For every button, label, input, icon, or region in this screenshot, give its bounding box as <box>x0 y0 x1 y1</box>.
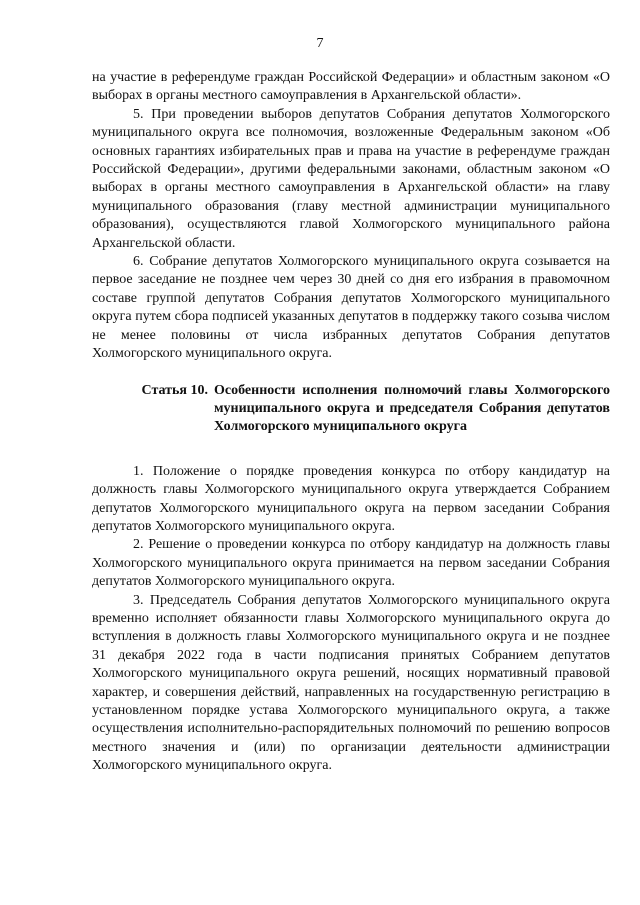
paragraph-item-5: 5. При проведении выборов депутатов Собрания депутатов Холмогорского муниципального округа все полномочия, возложенные Федеральным законом «Об основных гарантиях избирательных прав и права на участие в референдуме граждан Российской Федерации», другими федеральными законами, областным законом «О выборах в органы местного самоуправления в Архангельской области» на главу муниципального образования (главу местной администрации муниципального образования), осуществляются главой Холмогорского муниципального района Архангельской области. <box>92 106 610 251</box>
article-number: Статья 10. <box>141 382 208 398</box>
article-paragraph-3: 3. Председатель Собрания депутатов Холмогорского муниципального округа временно исполняет обязанности главы Холмогорского муниципального округа до вступления в должность главы Холмогорского муниципального округа и не позднее 31 декабря 2022 года в части подписания принятых Собранием депутатов Холмогорского муниципального округа решений, носящих нормативный правовой характер, и совершения действий, направленных на государственную регистрацию в установленном порядке устава Холмогорского муниципального округа, а также осуществления исполнительно-распорядительных полномочий по решению вопросов местного значения и (или) по организации деятельности администрации Холмогорского муниципального округа. <box>92 592 610 774</box>
document-body <box>92 69 610 776</box>
paragraph-item-6: 6. Собрание депутатов Холмогорского муниципального округа созывается на первое заседание не позднее чем через 30 дней со дня его избрания в правомочном составе группой депутатов Собрания депутатов Холмогорского муниципального округа путем сбора подписей указанных депутатов в поддержку такого созыва числом не менее половины от числа избранных депутатов Собрания депутатов Холмогорского муниципального округа. <box>92 254 610 362</box>
paragraph-continuation: на участие в референдуме граждан Российской Федерации» и областным законом «О выборах в органы местного самоуправления в Архангельской области». <box>92 70 610 104</box>
article-paragraph-2: 2. Решение о проведении конкурса по отбору кандидатур на должность главы Холмогорского муниципального округа принимается на первом заседании Собрания депутатов Холмогорского муниципального округа. <box>92 537 610 590</box>
article-paragraph-1: 1. Положение о порядке проведения конкурса по отбору кандидатур на должность главы Холмогорского муниципального округа утверждается Собранием депутатов Холмогорского муниципального округа на первом заседании Собрания депутатов Холмогорского муниципального округа. <box>92 463 610 534</box>
article-heading <box>92 382 610 437</box>
page-number: 7 <box>316 36 324 51</box>
article-title: Особенности исполнения полномочий главы Холмогорского муниципального округа и председателя Собрания депутатов Холмогорского муниципального округа <box>214 382 610 435</box>
